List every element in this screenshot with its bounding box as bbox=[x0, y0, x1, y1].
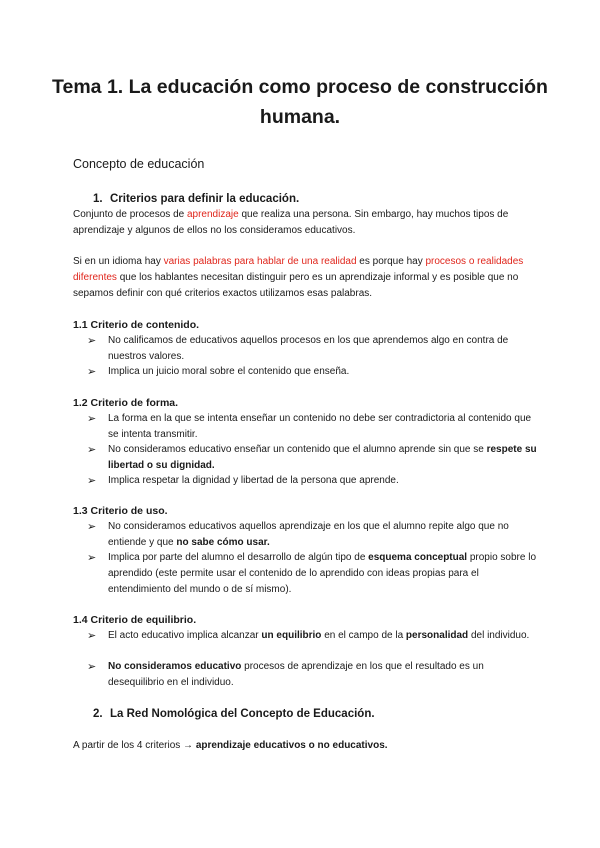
paragraph-2-text-e: que los hablantes necesitan distinguir pero es un aprendizaje informal y es posible que no sepamos definir con qué criterios exactos utilizamos esas palabras. bbox=[73, 272, 519, 299]
criterion-1-3-bullet-1-text-a: No consideramos educativos aquellos aprendizaje en los que el alumno repite algo que no entiende y que bbox=[108, 521, 509, 548]
paragraph-2 bbox=[73, 254, 533, 302]
arrow-bullet-icon: ➢ bbox=[87, 661, 97, 673]
criterion-1-4-bullet-1-text-e: del individuo. bbox=[468, 630, 530, 641]
paragraph-1-highlight: aprendizaje bbox=[186, 209, 239, 220]
criterion-1-1-bullet-1-text: No calificamos de educativos aquellos procesos en los que aprendemos algo en contra de nuestros valores. bbox=[108, 335, 509, 362]
criterion-1-2-bullet-1-text: La forma en la que se intenta enseñar un contenido no debe ser contradictoria al contenido que se intenta transmitir. bbox=[108, 413, 532, 440]
section-2-paragraph bbox=[73, 738, 533, 754]
criterion-1-4-heading: 1.4 Criterio de equilibrio. bbox=[73, 614, 197, 626]
criterion-1-4-bullet-1 bbox=[87, 628, 537, 644]
arrow-bullet-icon: ➢ bbox=[87, 444, 97, 456]
criterion-1-3-bullet-1 bbox=[87, 519, 537, 551]
arrow-bullet-icon: ➢ bbox=[87, 552, 97, 564]
section-2-heading-text: La Red Nomológica del Concepto de Educación. bbox=[110, 708, 375, 720]
criterion-1-3-bullet-2 bbox=[87, 550, 537, 598]
arrow-bullet-icon: ➢ bbox=[87, 521, 97, 533]
section-1-heading bbox=[93, 193, 299, 205]
section-2-heading bbox=[93, 708, 375, 720]
criterion-1-3-bullet-2-text-a: Implica por parte del alumno el desarrollo de algún tipo de bbox=[108, 552, 369, 563]
criterion-1-4-bullet-1-bold-1: un equilibrio bbox=[261, 630, 322, 641]
criterion-1-4-bullet-2-bold: No consideramos educativo bbox=[108, 661, 242, 672]
paragraph-1 bbox=[73, 207, 533, 239]
criterion-1-1-bullet-2-text: Implica un juicio moral sobre el contenido que enseña. bbox=[108, 366, 350, 377]
paragraph-1-text-a: Conjunto de procesos de bbox=[73, 209, 187, 220]
criterion-1-1-heading: 1.1 Criterio de contenido. bbox=[73, 319, 200, 331]
criterion-1-4-bullet-1-bold-2: personalidad bbox=[405, 630, 469, 641]
criterion-1-3-bullet-1-text bbox=[108, 519, 537, 551]
criterion-1-2-bullet-1 bbox=[87, 411, 537, 443]
criterion-1-4-bullet-2-text bbox=[108, 659, 537, 691]
subtitle: Concepto de educación bbox=[73, 157, 205, 171]
criterion-1-2-bullet-2-text bbox=[108, 442, 537, 474]
paragraph-2-highlight-2: procesos o realidades diferentes bbox=[73, 256, 524, 283]
criterion-1-4-bullet-1-text-c: en el campo de la bbox=[321, 630, 406, 641]
paragraph-2-text-c: es porque hay bbox=[356, 256, 426, 267]
section-2-number: 2. bbox=[93, 708, 103, 720]
arrow-bullet-icon: ➢ bbox=[87, 366, 97, 378]
section-2-paragraph-bold: aprendizaje educativos o no educativos. bbox=[195, 740, 388, 751]
paragraph-2-text-a: Si en un idioma hay bbox=[73, 256, 164, 267]
criterion-1-2-bullet-3 bbox=[87, 473, 537, 489]
section-2-paragraph-text: A partir de los 4 criterios → bbox=[73, 740, 196, 751]
paragraph-2-highlight-1: varias palabras para hablar de una realidad bbox=[163, 256, 357, 267]
criterion-1-1-bullet-2 bbox=[87, 364, 537, 380]
criterion-1-1-bullet-1 bbox=[87, 333, 537, 365]
paragraph-1-text-c: que realiza una persona. Sin embargo, hay muchos tipos de aprendizaje y algunos de ellos no los consideramos educativos. bbox=[73, 209, 509, 236]
criterion-1-2-bullet-3-text: Implica respetar la dignidad y libertad de la persona que aprende. bbox=[108, 475, 399, 486]
criterion-1-2-bullet-2 bbox=[87, 442, 537, 474]
criterion-1-3-bullet-2-text bbox=[108, 550, 537, 598]
criterion-1-3-heading: 1.3 Criterio de uso. bbox=[73, 505, 168, 517]
criterion-1-3-bullet-1-bold: no sabe cómo usar. bbox=[176, 537, 270, 548]
criterion-1-4-bullet-1-text bbox=[108, 628, 537, 644]
criterion-1-2-bullet-2-bold: respete su libertad o su dignidad. bbox=[108, 444, 537, 471]
section-1-number: 1. bbox=[93, 193, 103, 205]
criterion-1-4-bullet-2 bbox=[87, 659, 537, 691]
arrow-bullet-icon: ➢ bbox=[87, 475, 97, 487]
arrow-bullet-icon: ➢ bbox=[87, 630, 97, 642]
criterion-1-3-bullet-2-bold: esquema conceptual bbox=[368, 552, 468, 563]
page-title: Tema 1. La educación como proceso de construcción humana. bbox=[52, 76, 548, 128]
arrow-bullet-icon: ➢ bbox=[87, 413, 97, 425]
criterion-1-3-bullet-2-text-c: propio sobre lo aprendido (este permite usar el contenido de lo aprendido con ideas propias para el entendimiento del mundo o de sí mismo). bbox=[108, 552, 537, 595]
section-1-heading-text: Criterios para definir la educación. bbox=[110, 193, 300, 205]
arrow-bullet-icon: ➢ bbox=[87, 335, 97, 347]
criterion-1-4-bullet-1-text-a: El acto educativo implica alcanzar bbox=[108, 630, 262, 641]
criterion-1-2-bullet-2-text-a: No consideramos educativo enseñar un contenido que el alumno aprende sin que se bbox=[108, 444, 487, 455]
criterion-1-2-heading: 1.2 Criterio de forma. bbox=[73, 397, 179, 409]
criterion-1-4-bullet-2-text-b: procesos de aprendizaje en los que el resultado es un desequilibrio en el individuo. bbox=[108, 661, 484, 688]
